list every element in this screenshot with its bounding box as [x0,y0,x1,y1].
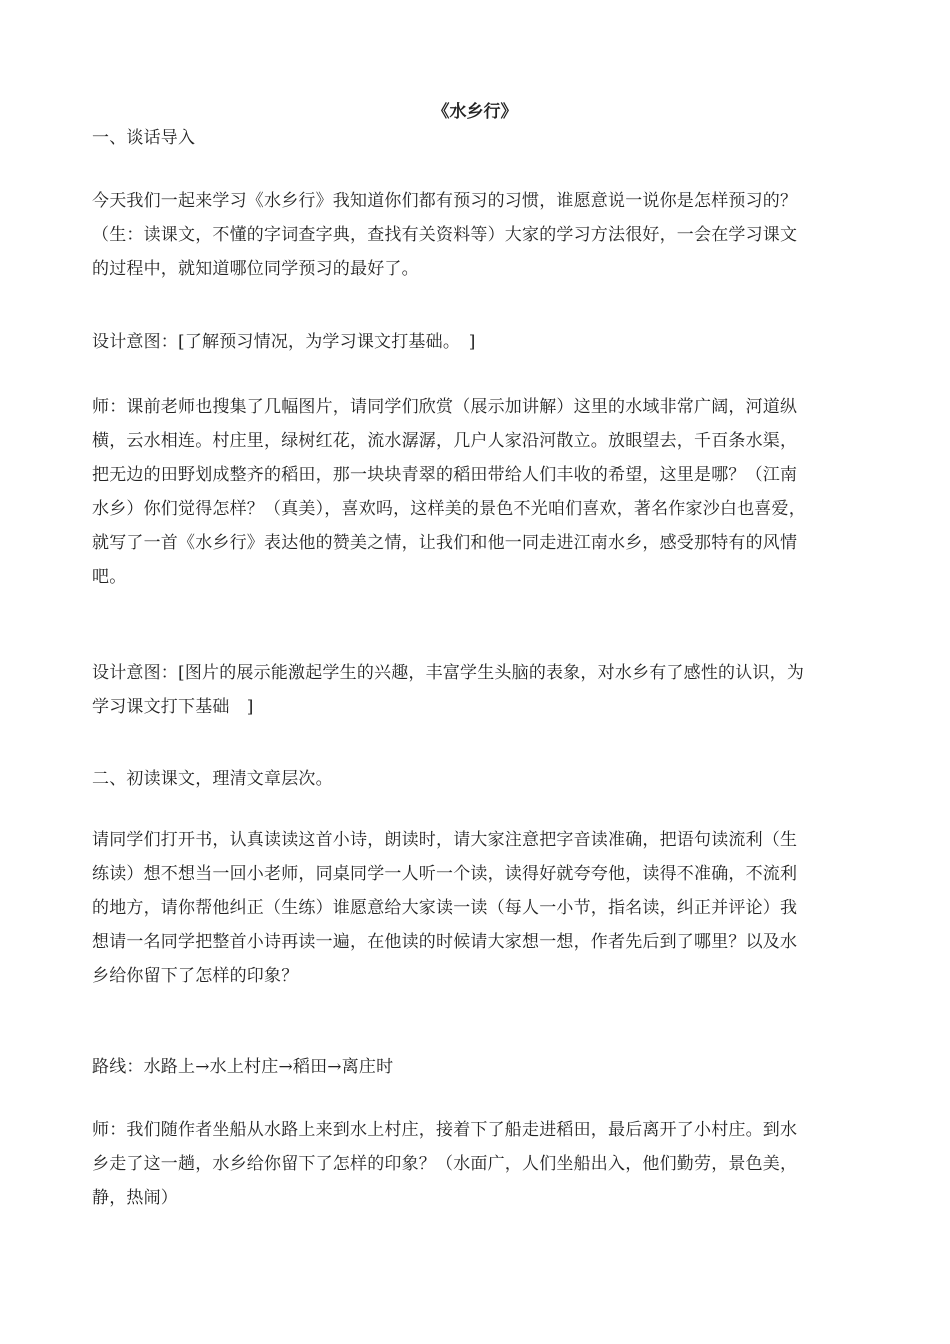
paragraph-line: 师：课前老师也搜集了几幅图片，请同学们欣赏（展示加讲解）这里的水域非常广阔，河道纵 [92,397,798,417]
paragraph-line: 乡给你留下了怎样的印象？ [92,966,299,986]
document-title: 《水乡行》 [432,102,518,122]
section2-heading [92,762,870,796]
paragraph-intro [92,184,870,286]
paragraph-line: 水乡）你们觉得怎样？（真美），喜欢吗，这样美的景色不光咱们喜欢，著名作家沙白也喜爱， [92,499,806,519]
paragraph-line: 想请一名同学把整首小诗再读一遍，在他读的时候请大家想一想，作者先后到了哪里？以及水 [92,932,798,952]
design-intent-line: 设计意图：[了解预习情况，为学习课文打基础。 ] [92,332,476,352]
paragraph-line: 练读）想不想当一回小老师，同桌同学一人听一个读，读得好就夸夸他，读得不准确，不流利 [92,864,798,884]
design-intent-line: 学习课文打下基础 ] [92,697,254,717]
paragraph-line: 吧。 [92,567,127,587]
route-line [92,1050,870,1084]
section1-heading [92,121,870,155]
section2-heading-text: 二、初读课文，理清文章层次。 [92,769,333,789]
design-intent-2 [92,656,870,724]
paragraph-line: 把无边的田野划成整齐的稻田，那一块块青翠的稻田带给人们丰收的希望，这里是哪？（江南 [92,465,798,485]
paragraph-line: 的地方，请你帮他纠正（生练）谁愿意给大家读一读（每人一小节，指名读，纠正并评论）我 [92,898,798,918]
paragraph-line: 今天我们一起来学习《水乡行》我知道你们都有预习的习惯，谁愿意说一说你是怎样预习的？ [92,191,798,211]
design-intent-line: 设计意图：[图片的展示能激起学生的兴趣，丰富学生头脑的表象，对水乡有了感性的认识，为 [92,663,805,683]
paragraph-teacher-summary [92,1113,870,1215]
section1-heading-text: 一、谈话导入 [92,128,196,148]
paragraph-line: 就写了一首《水乡行》表达他的赞美之情，让我们和他一同走进江南水乡，感受那特有的风情 [92,533,798,553]
paragraph-line: 的过程中，就知道哪位同学预习的最好了。 [92,259,419,279]
paragraph-reading [92,823,870,993]
design-intent-1 [92,325,870,359]
paragraph-line: 乡走了这一趟，水乡给你留下了怎样的印象？（水面广，人们坐船出入，他们勤劳，景色美， [92,1154,798,1174]
paragraph-line: 师：我们随作者坐船从水路上来到水上村庄，接着下了船走进稻田，最后离开了小村庄。到水 [92,1120,798,1140]
paragraph-line: 横，云水相连。村庄里，绿树红花，流水潺潺，几户人家沿河散立。放眼望去，千百条水渠， [92,431,798,451]
paragraph-teacher-pictures [92,390,870,594]
route-text: 路线：水路上→水上村庄→稻田→离庄时 [92,1057,394,1077]
paragraph-line: 请同学们打开书，认真读读这首小诗，朗读时，请大家注意把字音读准确，把语句读流利（生 [92,830,798,850]
paragraph-line: （生：读课文，不懂的字词查字典，查找有关资料等）大家的学习方法很好，一会在学习课文 [92,225,798,245]
paragraph-line: 静，热闹） [92,1188,178,1208]
